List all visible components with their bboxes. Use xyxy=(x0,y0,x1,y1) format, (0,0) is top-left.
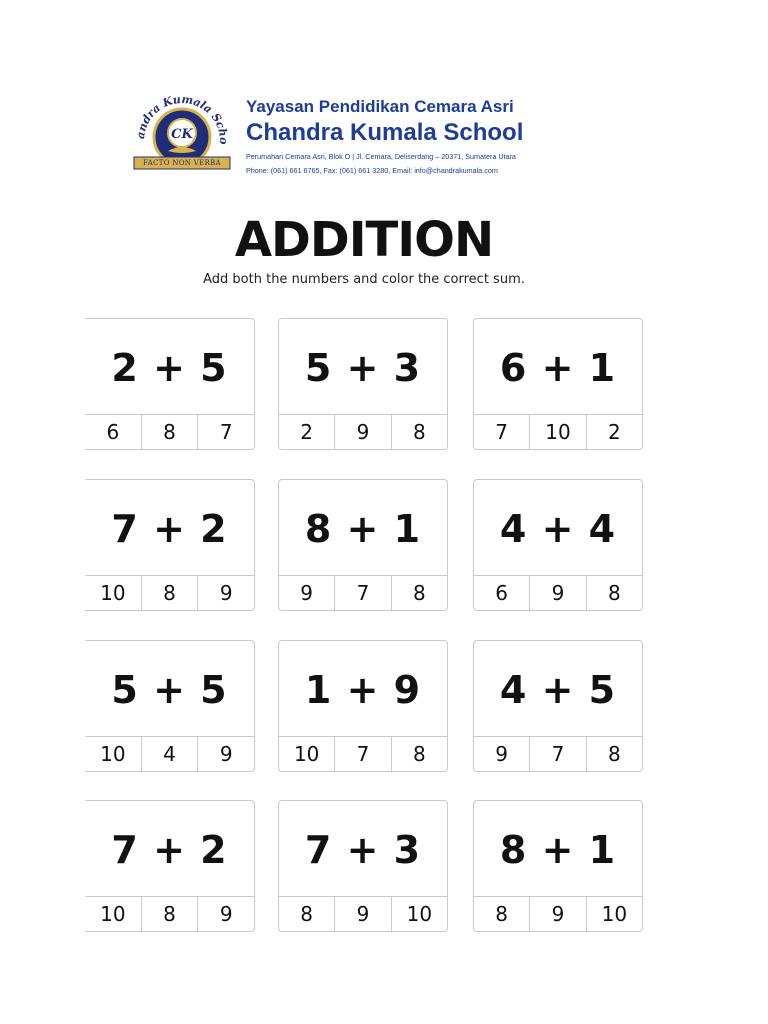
addition-problem: 8 + 1 xyxy=(304,507,422,551)
problem-card xyxy=(473,800,643,932)
answer-options xyxy=(474,575,642,610)
school-logo xyxy=(128,95,236,175)
answer-options xyxy=(85,736,254,771)
answer-option[interactable]: 8 xyxy=(586,737,642,771)
answer-option[interactable]: 10 xyxy=(391,897,447,931)
problem-card xyxy=(278,640,448,772)
answer-option[interactable]: 8 xyxy=(495,902,509,926)
problem-card xyxy=(473,318,643,450)
addition-problem: 7 + 2 xyxy=(111,828,228,872)
answer-options xyxy=(279,896,447,931)
answer-options xyxy=(85,896,254,931)
answer-option[interactable]: 6 xyxy=(495,581,509,605)
answer-options xyxy=(474,414,642,449)
answer-option[interactable]: 8 xyxy=(141,415,198,449)
answer-options xyxy=(85,575,254,610)
foundation-name: Yayasan Pendidikan Cemara Asri xyxy=(246,97,514,116)
logo-arc-text: andra Kumala Scho xyxy=(133,95,231,145)
answer-option[interactable]: 10 xyxy=(100,581,126,605)
answer-option[interactable]: 8 xyxy=(141,576,198,610)
answer-option[interactable]: 2 xyxy=(586,415,642,449)
school-contact: Phone: (061) 661 6765, Fax: (061) 661 3280, Email: info@chandrakumala.com xyxy=(246,166,498,175)
answer-option[interactable]: 7 xyxy=(529,737,585,771)
answer-option[interactable]: 8 xyxy=(391,576,447,610)
school-address: Perumahan Cemara Asri, Blok O | Jl. Cemara, Deliserdang – 20371, Sumatera Utara xyxy=(246,152,516,161)
addition-problem: 7 + 3 xyxy=(304,828,422,872)
answer-option[interactable]: 9 xyxy=(529,897,585,931)
answer-option[interactable]: 7 xyxy=(495,420,509,444)
addition-problem: 5 + 5 xyxy=(111,668,228,712)
answer-option[interactable]: 10 xyxy=(586,897,642,931)
answer-option[interactable]: 9 xyxy=(495,742,509,766)
addition-problem: 2 + 5 xyxy=(111,346,228,390)
answer-options xyxy=(474,896,642,931)
problem-card xyxy=(278,318,448,450)
answer-option[interactable]: 8 xyxy=(391,737,447,771)
school-name: Chandra Kumala School xyxy=(246,119,524,146)
problem-card xyxy=(278,479,448,611)
addition-problem: 6 + 1 xyxy=(499,346,617,390)
answer-option[interactable]: 10 xyxy=(529,415,585,449)
answer-option[interactable]: 9 xyxy=(529,576,585,610)
logo-monogram: CK xyxy=(171,127,193,142)
answer-options xyxy=(279,414,447,449)
answer-option[interactable]: 9 xyxy=(197,576,254,610)
answer-option[interactable]: 10 xyxy=(100,742,126,766)
addition-problem: 1 + 9 xyxy=(304,668,422,712)
logo-motto: FACTO NON VERBA xyxy=(143,159,221,167)
answer-option[interactable]: 9 xyxy=(334,415,390,449)
problem-card xyxy=(473,640,643,772)
page-title: ADDITION xyxy=(234,212,494,268)
addition-problem: 5 + 3 xyxy=(304,346,422,390)
answer-option[interactable]: 8 xyxy=(586,576,642,610)
answer-option[interactable]: 7 xyxy=(334,737,390,771)
answer-options xyxy=(85,414,254,449)
problem-card xyxy=(85,800,255,932)
addition-problem: 7 + 2 xyxy=(111,507,228,551)
answer-option[interactable]: 9 xyxy=(300,581,314,605)
answer-option[interactable]: 6 xyxy=(106,420,120,444)
answer-option[interactable]: 2 xyxy=(300,420,314,444)
instructions: Add both the numbers and color the correct sum. xyxy=(203,272,525,287)
problem-card xyxy=(473,479,643,611)
answer-options xyxy=(279,575,447,610)
problem-card xyxy=(85,640,255,772)
answer-option[interactable]: 4 xyxy=(141,737,198,771)
school-header xyxy=(128,95,648,180)
answer-option[interactable]: 7 xyxy=(334,576,390,610)
problem-card xyxy=(85,479,255,611)
answer-option[interactable]: 9 xyxy=(197,897,254,931)
answer-option[interactable]: 8 xyxy=(141,897,198,931)
answer-option[interactable]: 8 xyxy=(391,415,447,449)
answer-option[interactable]: 10 xyxy=(293,742,320,766)
answer-options xyxy=(474,736,642,771)
answer-option[interactable]: 9 xyxy=(197,737,254,771)
answer-options xyxy=(279,736,447,771)
answer-option[interactable]: 10 xyxy=(100,902,126,926)
problem-card xyxy=(278,800,448,932)
answer-option[interactable]: 9 xyxy=(334,897,390,931)
answer-option[interactable]: 8 xyxy=(300,902,314,926)
addition-problem: 4 + 4 xyxy=(499,507,617,551)
problem-card xyxy=(85,318,255,450)
addition-problem: 8 + 1 xyxy=(499,828,617,872)
addition-problem: 4 + 5 xyxy=(499,668,617,712)
answer-option[interactable]: 7 xyxy=(197,415,254,449)
